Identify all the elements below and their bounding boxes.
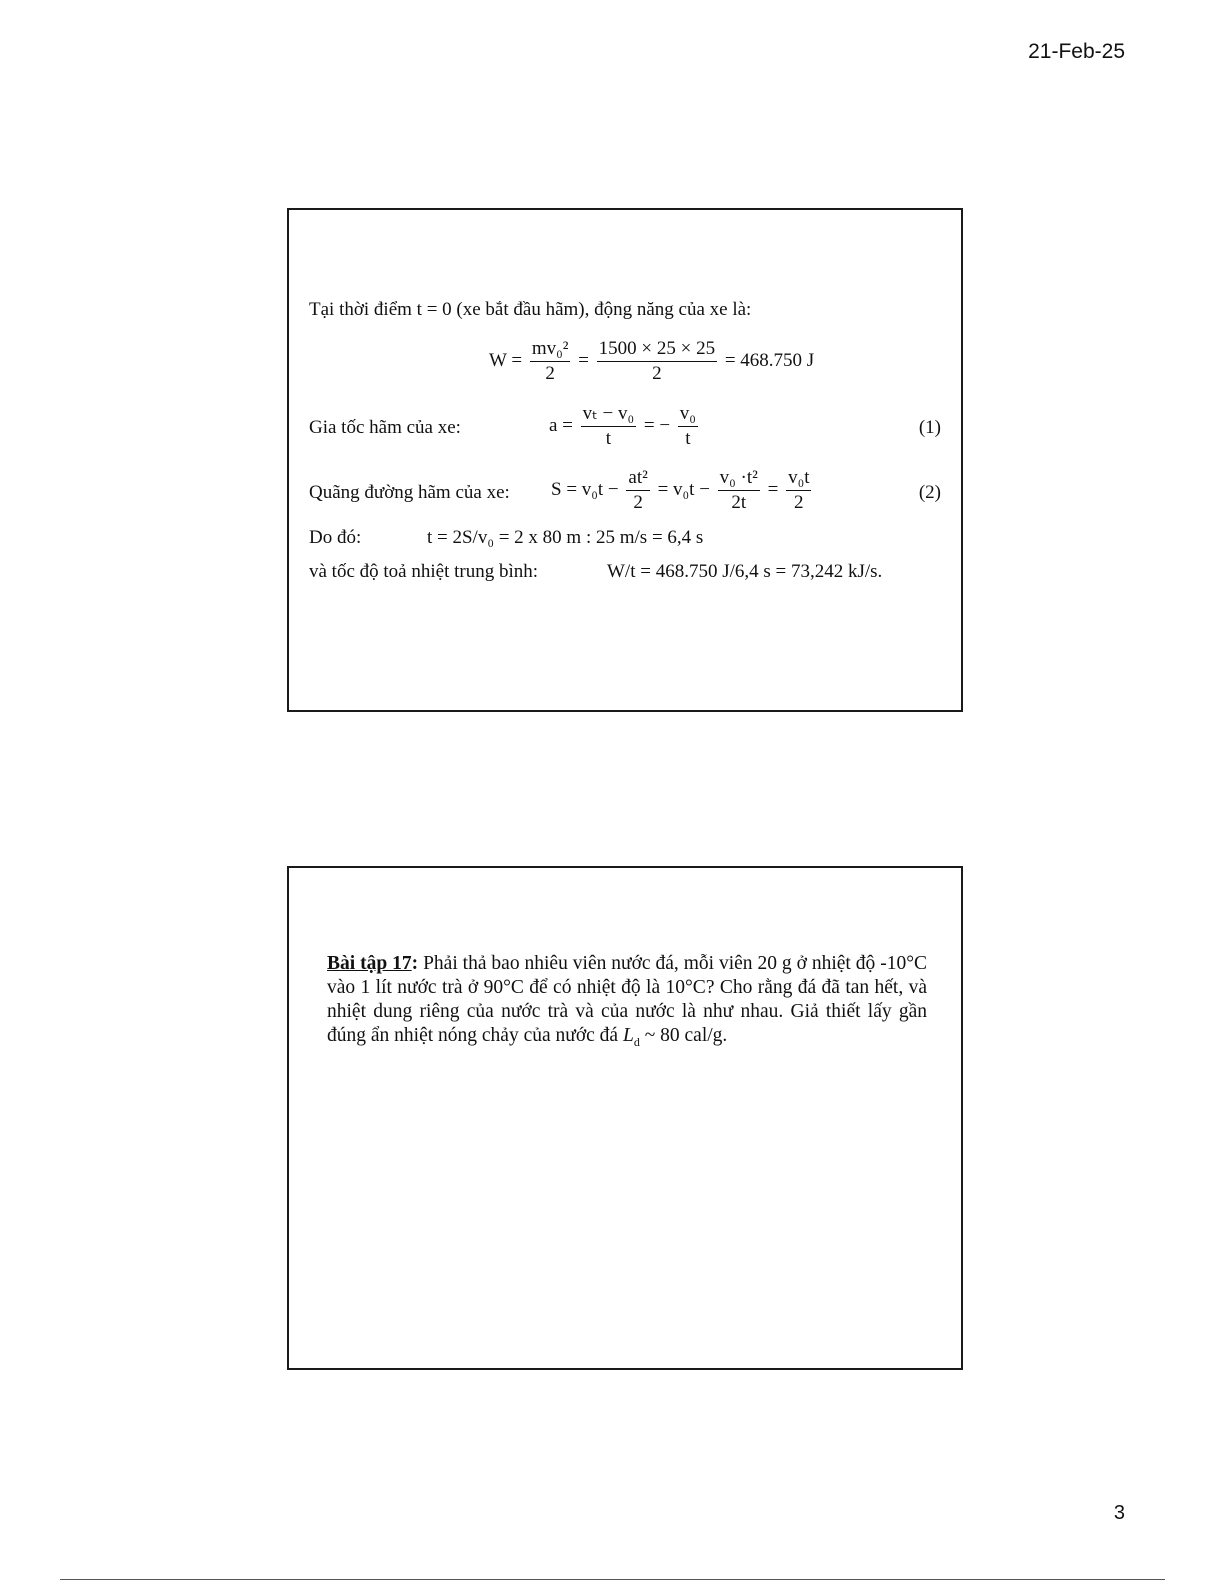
energy-frac-1-den: 2 [545, 363, 555, 384]
dist-mid: = v₀t − [657, 478, 710, 500]
energy-eq: = [578, 349, 589, 371]
accel-frac-2-den: t [685, 428, 691, 449]
rate-label: và tốc độ toả nhiệt trung bình: [309, 561, 539, 582]
energy-frac-2-den: 2 [652, 363, 662, 384]
dist-frac-3-den: 2 [794, 492, 804, 513]
dist-label: Quãng đường hãm của xe: [309, 482, 510, 503]
energy-frac-1 [530, 338, 571, 385]
exercise-label: Bài tập 17 [327, 953, 412, 974]
accel-label: Gia tốc hãm của xe: [309, 417, 461, 438]
dist-lhs: S = v₀t − [551, 478, 619, 500]
exercise-17-text [327, 952, 927, 1054]
header-date: 21-Feb-25 [1028, 40, 1125, 63]
accel-frac-1 [581, 403, 636, 450]
page-number: 3 [1113, 1502, 1125, 1524]
dist-equation [551, 467, 814, 514]
dist-frac-2-den: 2t [731, 492, 747, 513]
latent-heat-subscript: d [633, 1034, 640, 1049]
do-do-expr: t = 2S/v₀ = 2 x 80 m : 25 m/s = 6,4 s [427, 527, 704, 548]
energy-frac-2-num: 1500 × 25 × 25 [597, 338, 717, 362]
exercise-body-2: ~ 80 cal/g. [639, 1025, 728, 1046]
energy-frac-2 [597, 338, 717, 385]
accel-frac-2-num: v₀ [678, 403, 698, 427]
energy-equation [489, 338, 941, 385]
rate-row [309, 560, 941, 584]
dist-frac-3 [786, 467, 811, 514]
rate-expr: W/t = 468.750 J/6,4 s = 73,242 kJ/s. [607, 561, 883, 582]
accel-mid: = − [643, 414, 671, 436]
dist-frac-2 [718, 467, 760, 514]
accel-frac-1-num: vₜ − v₀ [581, 403, 636, 427]
do-do-row [309, 526, 941, 550]
accel-frac-1-den: t [605, 428, 612, 449]
energy-result: = 468.750 J [724, 349, 815, 371]
accel-equation [549, 403, 701, 450]
accel-eqno: (1) [918, 417, 941, 438]
do-do-label: Do đó: [309, 527, 362, 548]
latent-heat-symbol: L [622, 1025, 634, 1046]
dist-frac-3-num: v₀t [786, 467, 811, 491]
dist-frac-1-den: 2 [633, 492, 643, 513]
accel-lhs: a = [549, 414, 573, 436]
dist-eqno: (2) [918, 482, 941, 503]
dist-frac-1-num: at² [626, 467, 649, 491]
bottom-divider [60, 1579, 1165, 1580]
exercise-colon: : [411, 953, 419, 974]
exercise-body-1: Phải thả bao nhiêu viên nước đá, mỗi viên 20 g ở nhiệt độ -10°C vào 1 lít nước trà ở 90°C để có nhiệt độ là 10°C? Cho rằng đá đã tan hết, và nhiệt dung riêng của nước trà và của nước là như nhau. Giả thiết lấy gần đúng ẩn nhiệt nóng chảy của nước đá [327, 953, 927, 1046]
dist-eq: = [767, 478, 779, 500]
accel-frac-2 [678, 403, 698, 450]
energy-lhs: W = [489, 349, 523, 371]
dist-frac-1 [626, 467, 649, 514]
slide-2 [287, 866, 963, 1370]
slide-1 [287, 208, 963, 712]
intro-line: Tại thời điểm t = 0 (xe bắt đầu hãm), động năng của xe là: [309, 299, 752, 320]
energy-frac-1-num: mv₀² [530, 338, 571, 362]
dist-frac-2-num: v₀ ·t² [718, 467, 760, 491]
